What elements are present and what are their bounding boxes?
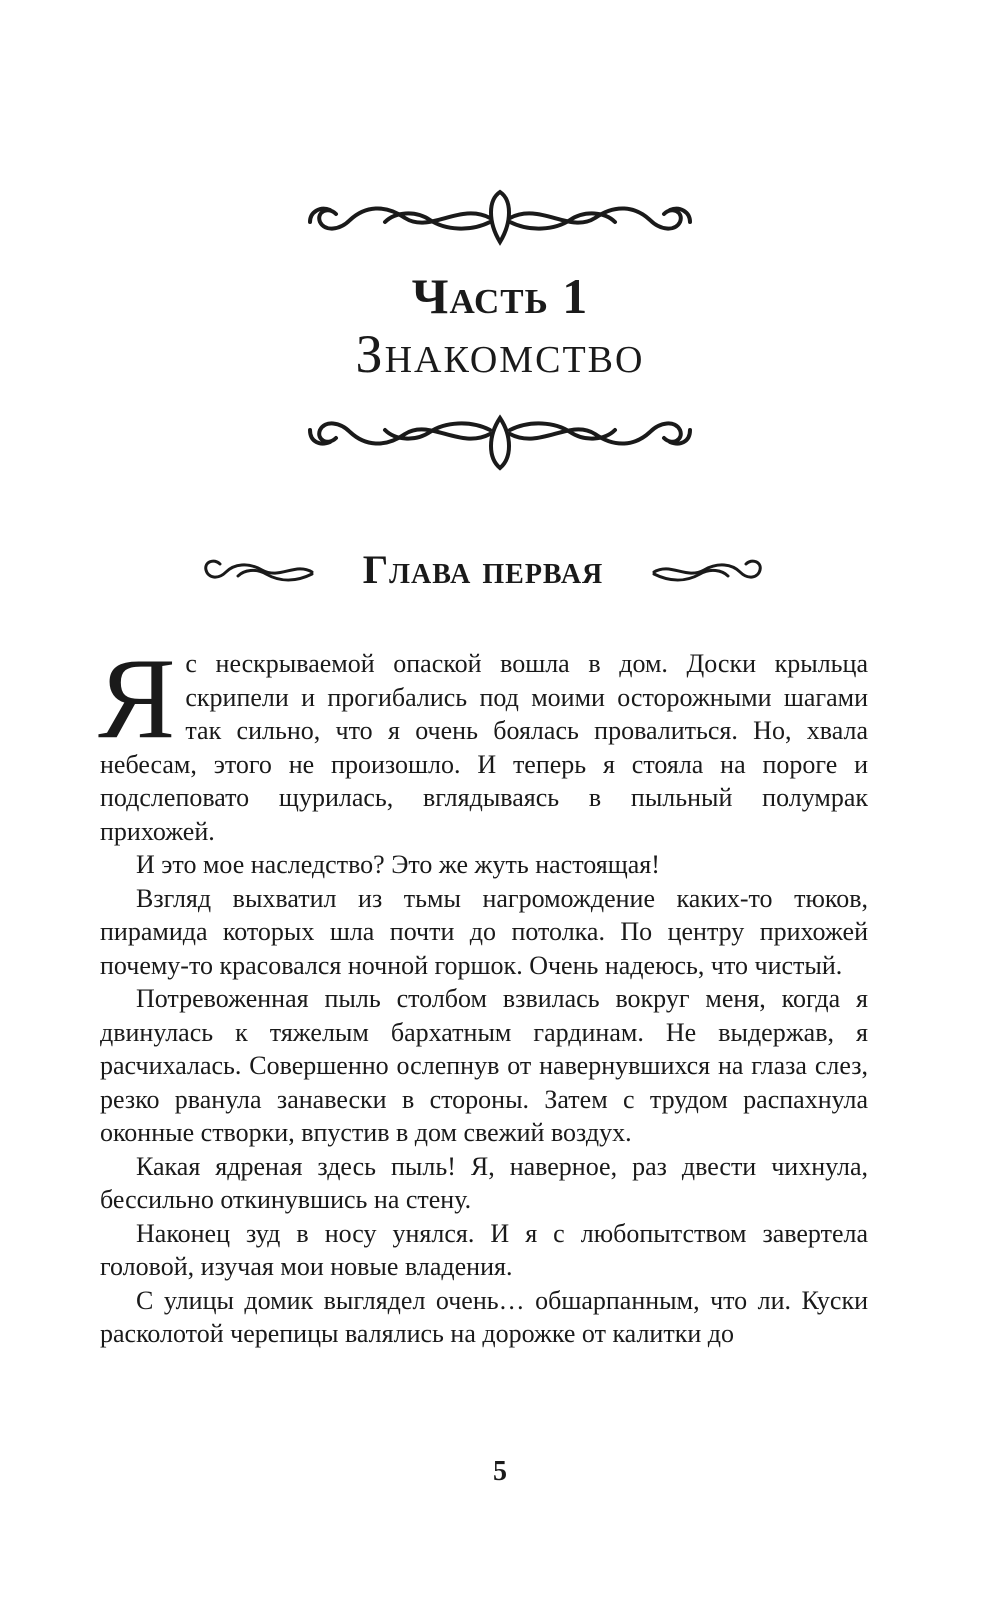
paragraph: Наконец зуд в носу унялся. И я с любопытством завертела головой, изучая мои новые владения. bbox=[100, 1218, 868, 1281]
flourish-left-icon bbox=[200, 550, 320, 590]
bottom-flourish-divider-icon bbox=[0, 398, 1000, 478]
paragraph bbox=[98, 635, 868, 848]
chapter-title: Глава первая bbox=[362, 547, 604, 592]
top-flourish-divider-icon bbox=[0, 182, 1000, 254]
paragraph: С улицы домик выглядел очень… обшарпанным, что ли. Куски расколотой черепицы валялись на дорожке от калитки до bbox=[100, 1285, 868, 1348]
chapter-body-text bbox=[98, 635, 868, 1351]
chapter-heading-row bbox=[0, 542, 1000, 602]
paragraph: Потревоженная пыль столбом взвилась вокруг меня, когда я двинулась к тяжелым бархатным гардинам. Не выдержав, я расчихалась. Совершенно ослепнув от навернувшихся на глаза слез, резко рванула занавески в стороны. Затем с трудом распахнула оконные створки, впустив в дом свежий воздух. bbox=[100, 984, 868, 1147]
paragraph: И это мое наследство? Это же жуть настоящая! bbox=[136, 850, 660, 879]
paragraph: Взгляд выхватил из тьмы нагромождение каких-то тюков, пирамида которых шла почти до потолка. По центру прихожей почему-то красовался ночной горшок. Очень надеюсь, что чистый. bbox=[100, 883, 868, 980]
flourish-right-icon bbox=[646, 550, 766, 590]
part-subtitle: Знакомство bbox=[355, 324, 645, 384]
part-title: Часть 1 bbox=[411, 268, 589, 324]
drop-cap: Я bbox=[98, 635, 176, 763]
paragraph: Какая ядреная здесь пыль! Я, наверное, раз двести чихнула, бессильно откинувшись на стену. bbox=[100, 1151, 868, 1214]
page-number: 5 bbox=[493, 1456, 507, 1487]
paragraph-text: с нескрываемой опаской вошла в дом. Доски крыльца скрипели и прогибались под моими осторожными шагами так сильно, что я очень боялась провалиться. Но, хвала небесам, этого не произошло. И теперь я стояла на пороге и подслеповато щурилась, вглядываясь в пыльный полумрак прихожей. bbox=[100, 649, 868, 846]
